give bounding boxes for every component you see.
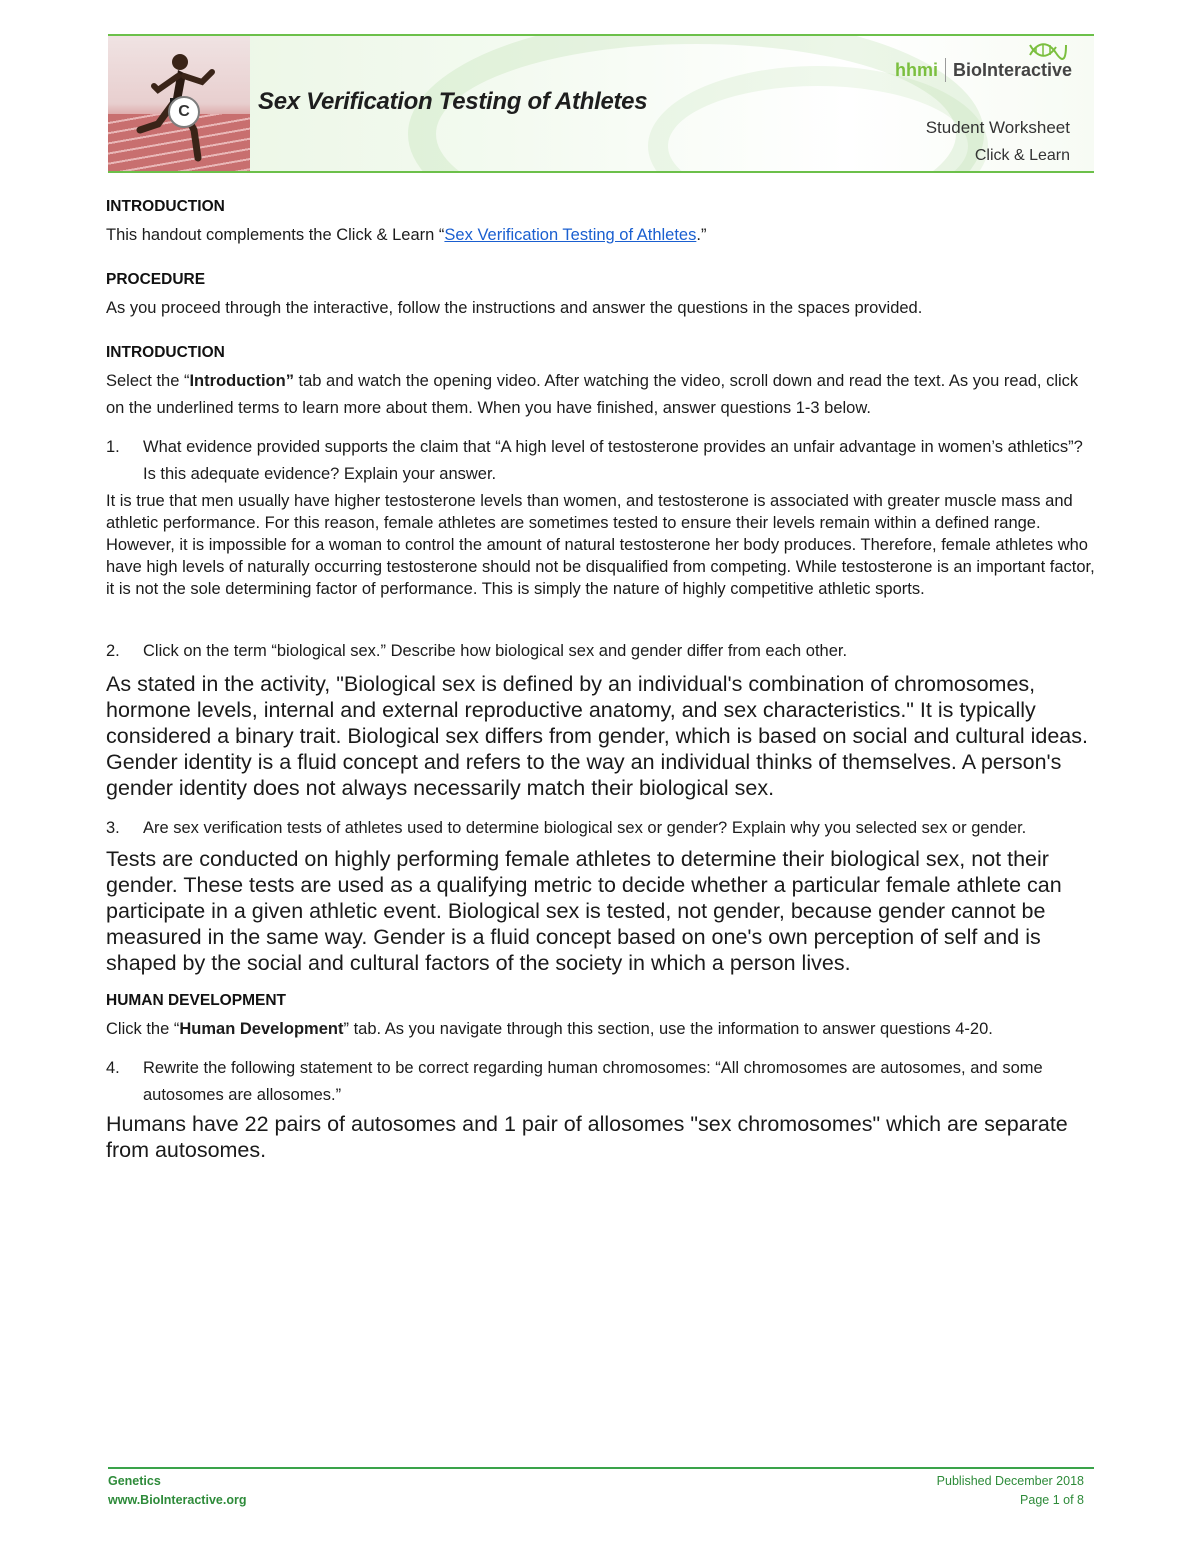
human-development-instructions [106, 1016, 1096, 1043]
page-title: Sex Verification Testing of Athletes [258, 88, 648, 115]
procedure-text: As you proceed through the interactive, follow the instructions and answer the questions in the spaces provided. [106, 299, 923, 317]
footer-page-number: Page 1 of 8 [1020, 1493, 1084, 1507]
answer-3[interactable]: Tests are conducted on highly performing female athletes to determine their biological sex, not their gender. These tests are used as a qualifying metric to decide whether a particular female athlete can participate in a given athletic event. Biological sex is tested, not gender, because gender cannot be measured in the same way. Gender is a fluid concept based on one's own perception of self and is shaped by the social and cultural factors of the society in which a person lives. [106, 847, 1062, 975]
intro-text-after: .” [696, 226, 707, 244]
question-3 [106, 815, 1096, 842]
instructions-bold: Human Development [179, 1020, 344, 1038]
section-heading: INTRODUCTION [106, 344, 225, 361]
footer-left [108, 1472, 246, 1510]
introduction-instructions [106, 368, 1096, 422]
intro-text [106, 222, 1096, 249]
header-banner [108, 34, 1094, 173]
worksheet-label: Student Worksheet [925, 118, 1070, 137]
answer-4[interactable]: Humans have 22 pairs of autosomes and 1 pair of allosomes "sex chromosomes" which are separate from autosomes. [106, 1112, 1068, 1162]
question-number: 2. [106, 642, 120, 660]
instructions-text: ” tab. As you navigate through this section, use the information to answer questions 4-20. [343, 1020, 993, 1038]
instructions-bold: Introduction” [189, 372, 294, 390]
instructions-text: Click the “ [106, 1020, 180, 1038]
question-number: 4. [106, 1059, 120, 1077]
answer-2[interactable]: As stated in the activity, "Biological sex is defined by an individual's combination of chromosomes, hormone levels, internal and external reproductive anatomy, and sex characteristics." It is typically considered a binary trait. Biological sex differs from gender, which is based on social and cultural ideas. Gender identity is a fluid concept and refers to the way an individual thinks of themselves. A person's gender identity does not always necessarily match their biological sex. [106, 672, 1088, 800]
click-learn-logo: C [168, 96, 200, 128]
question-2 [106, 638, 1096, 665]
footer-right [937, 1472, 1084, 1510]
instructions-text: tab and watch the opening video. After watching the video, scroll down and read the text. As you read, click on the underlined terms to learn more about them. When you have finished, answer questions 1-3 below. [106, 372, 1079, 417]
interactive-link[interactable]: Sex Verification Testing of Athletes [444, 226, 697, 244]
question-text: Are sex verification tests of athletes used to determine biological sex or gender? Explain why you selected sex or gender. [143, 819, 1027, 837]
instructions-text: Select the “ [106, 372, 190, 390]
question-4 [106, 1055, 1096, 1109]
worksheet-body [106, 198, 1096, 1163]
question-text: Rewrite the following statement to be correct regarding human chromosomes: “All chromosomes are autosomes, and some autosomes are allosomes.” [143, 1059, 1043, 1104]
question-number: 1. [106, 438, 120, 456]
brand-biointeractive: BioInteractive [952, 59, 1072, 80]
footer-website-link[interactable]: www.BioInteractive.org [108, 1493, 247, 1507]
worksheet-sub: Click & Learn [974, 147, 1070, 164]
runner-photo [108, 36, 250, 171]
brand-divider [945, 58, 946, 82]
footer-divider [108, 1467, 1094, 1469]
section-heading: INTRODUCTION [106, 198, 225, 215]
section-heading: PROCEDURE [106, 271, 206, 288]
section-heading: HUMAN DEVELOPMENT [106, 992, 286, 1009]
answer-1[interactable]: It is true that men usually have higher testosterone levels than women, and testosterone is associated with greater muscle mass and athletic performance. For this reason, female athletes are sometimes tested to ensure their levels remain within a defined range. However, it is impossible for a woman to control the amount of natural testosterone her body produces. Therefore, female athletes who have high levels of naturally occurring testosterone should not be disqualified from competing. While testosterone is an important factor, it is not the sole determining factor of performance. This is simply the nature of highly competitive athletic sports. [106, 492, 1095, 598]
question-text: Click on the term “biological sex.” Describe how biological sex and gender differ from each other. [143, 642, 848, 660]
question-number: 3. [106, 819, 120, 837]
question-text: What evidence provided supports the claim that “A high level of testosterone provides an unfair advantage in women’s athletics”? Is this adequate evidence? Explain your answer. [143, 438, 1083, 483]
question-1 [106, 434, 1096, 488]
footer-subject: Genetics [108, 1474, 161, 1488]
brand-hhmi: hhmi [894, 59, 938, 80]
footer-published: Published December 2018 [936, 1474, 1084, 1488]
brand-logo [895, 58, 1072, 82]
intro-text-before: This handout complements the Click & Learn “ [106, 226, 445, 244]
